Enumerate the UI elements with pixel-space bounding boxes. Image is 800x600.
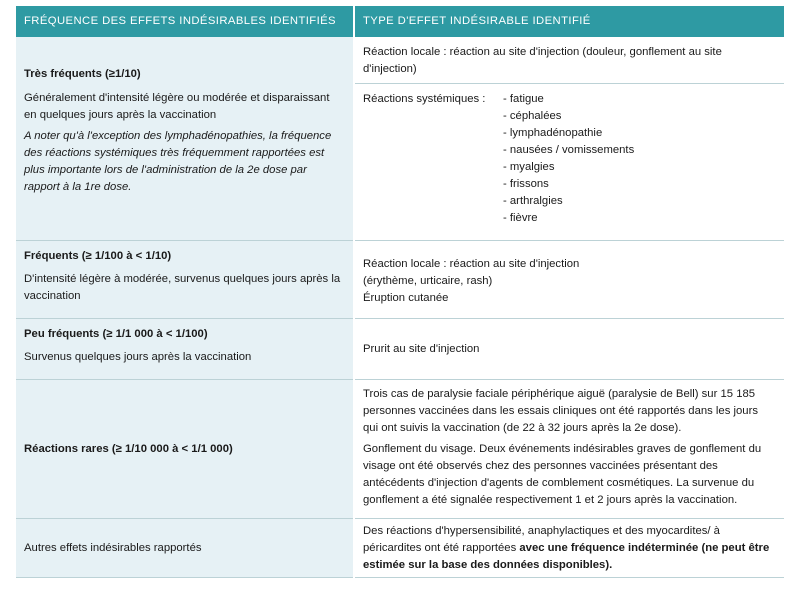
list-item: - arthralgies bbox=[503, 195, 563, 207]
frequency-cell bbox=[16, 241, 354, 319]
header-frequency: FRÉQUENCE DES EFFETS INDÉSIRABLES IDENTIFIÉS bbox=[16, 6, 354, 37]
effect-text: Prurit au site d'injection bbox=[363, 342, 480, 355]
table-header-row bbox=[16, 6, 784, 37]
systemic-label: Réactions systémiques : bbox=[363, 93, 486, 105]
row-title: Autres effets indésirables rapportés bbox=[24, 541, 202, 554]
effect-line: Réaction locale : réaction au site d'injection bbox=[363, 258, 580, 270]
table-row bbox=[16, 241, 784, 319]
effect-cell bbox=[354, 241, 784, 319]
effect-cell bbox=[354, 37, 784, 241]
effect-cell bbox=[354, 380, 784, 519]
effect-paragraph: Gonflement du visage. Deux événements indésirables graves de gonflement du visage ont été observés chez des personnes vaccinées présentant des antécédents d'injection d'agents de comblement cosmétiques. La survenue du gonflement a été signalée respectivement 1 et 2 jours après la vaccination. bbox=[363, 443, 762, 506]
row-title: Très fréquents (≥1/10) bbox=[24, 68, 141, 80]
effect-cell bbox=[354, 319, 784, 380]
effect-emphasis: avec une fréquence indéterminée (ne peut être estimée sur la base des données disponibles). bbox=[363, 541, 770, 571]
systemic-reaction-block bbox=[355, 83, 784, 233]
list-item: - frissons bbox=[503, 178, 549, 190]
row-description: Survenus quelques jours après la vaccination bbox=[24, 351, 252, 363]
systemic-list bbox=[503, 91, 634, 227]
row-note: A noter qu'à l'exception des lymphadénopathies, la fréquence des réactions systémiques très fréquemment rapportées est plus importante lors de l'administration de la 2e dose par rapport à la 1re dose. bbox=[24, 130, 332, 193]
list-item: - nausées / vomissements bbox=[503, 144, 635, 156]
list-item: - fatigue bbox=[503, 93, 544, 105]
frequency-cell bbox=[16, 380, 354, 519]
effect-paragraph bbox=[363, 523, 776, 574]
list-item: - lymphadénopathie bbox=[503, 127, 603, 139]
row-title: Peu fréquents (≥ 1/1 000 à < 1/100) bbox=[24, 328, 208, 340]
header-effect-type: TYPE D'EFFET INDÉSIRABLE IDENTIFIÉ bbox=[354, 6, 784, 37]
list-item: - céphalées bbox=[503, 110, 562, 122]
local-reaction-block bbox=[355, 37, 784, 83]
effect-paragraph: Trois cas de paralysie faciale périphérique aiguë (paralysie de Bell) sur 15 185 personnes vaccinées dans les essais cliniques ont été rapportés dans les jours qui ont suivis la vaccination (de 22 à 32 jours après la 2e dose). bbox=[363, 388, 758, 434]
list-item: - fièvre bbox=[503, 212, 538, 224]
effect-line: (érythème, urticaire, rash) bbox=[363, 275, 493, 287]
list-item: - myalgies bbox=[503, 161, 555, 173]
side-effects-table bbox=[16, 6, 784, 578]
table-row bbox=[16, 519, 784, 578]
frequency-cell bbox=[16, 37, 354, 241]
table-row bbox=[16, 380, 784, 519]
local-reaction-text: Réaction locale : réaction au site d'injection (douleur, gonflement au site d'injection) bbox=[363, 46, 722, 75]
row-description: D'intensité légère à modérée, survenus quelques jours après la vaccination bbox=[24, 273, 341, 302]
row-title: Réactions rares (≥ 1/10 000 à < 1/1 000) bbox=[24, 442, 233, 455]
effect-text: Des réactions d'hypersensibilité, anaphylactiques et des myocardites/ à péricardites ont été rapportées bbox=[363, 524, 720, 554]
frequency-cell bbox=[16, 519, 354, 578]
row-title: Fréquents (≥ 1/100 à < 1/10) bbox=[24, 250, 172, 262]
frequency-cell bbox=[16, 319, 354, 380]
table-row bbox=[16, 319, 784, 380]
table-row bbox=[16, 37, 784, 241]
row-description: Généralement d'intensité légère ou modérée et disparaissant en quelques jours après la vaccination bbox=[24, 92, 330, 121]
effect-line: Éruption cutanée bbox=[363, 292, 449, 304]
effect-cell bbox=[354, 519, 784, 578]
